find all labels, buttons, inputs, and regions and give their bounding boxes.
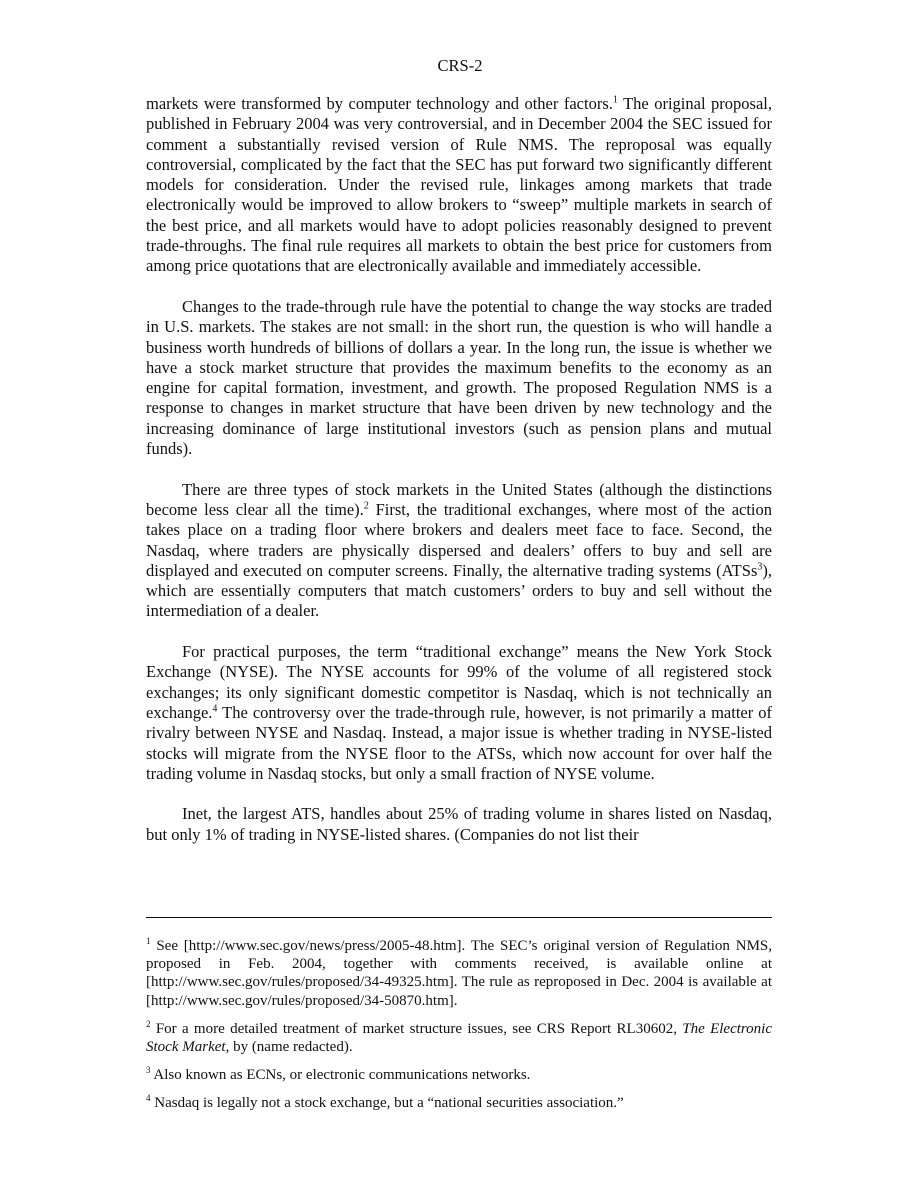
footnote-3 (146, 1066, 772, 1084)
footnote-1-text: See [http://www.sec.gov/news/press/2005-48.htm]. The SEC’s original version of Regulation NMS, proposed in Feb. 2004, together with comments received, is available online at [http://www.sec.gov/rules/proposed/34-49325.htm]. The rule as reproposed in Dec. 2004 is available at [http://www.sec.gov/rules/proposed/34-50870.htm]. (146, 938, 772, 1009)
paragraph-1-text-b: The original proposal, published in February 2004 was very controversial, and in December 2004 the SEC issued for comment a substantially revised version of Rule NMS. The reproposal was equally controversial, complicated by the fact that the SEC has put forward two significantly different models for consideration. Under the revised rule, linkages among markets that trade electronically would be improved to allow brokers to “sweep” multiple markets in search of the best price, and all markets would have to adopt policies reasonably designed to prevent trade-throughs. The final rule requires all markets to obtain the best price for customers from among price quotations that are electronically available and immediately accessible. (146, 94, 772, 276)
footnote-4-text: Nasdaq is legally not a stock exchange, but a “national securities association.” (150, 1095, 624, 1112)
paragraph-4 (146, 642, 772, 784)
footnote-2-report-title: The Electronic Stock Market (146, 1020, 772, 1056)
footnote-2 (146, 1020, 772, 1056)
footnotes-section (146, 937, 772, 1123)
paragraph-3-text-a: There are three types of stock markets in the United States (although the distinctions become less clear all the time). (146, 479, 772, 519)
footnote-ref-1: 1 (612, 94, 618, 106)
footnote-4 (146, 1094, 772, 1112)
footnote-1 (146, 937, 772, 1010)
paragraph-3-text-c: ), which are essentially computers that match customers’ orders to buy and sell without the intermediation of a dealer. (146, 560, 772, 621)
paragraph-4-text-a: For practical purposes, the term “traditional exchange” means the New York Stock Exchange (NYSE). The NYSE accounts for 99% of the volume of all registered stock exchanges; its only significant domestic competitor is Nasdaq, which is not technically an exchange. (146, 642, 772, 722)
footnote-divider (146, 917, 772, 918)
paragraph-5: Inet, the largest ATS, handles about 25% of trading volume in shares listed on Nasdaq, but only 1% of trading in NYSE-listed shares. (Companies do not list their (146, 804, 772, 844)
paragraph-4-text-b: The controversy over the trade-through rule, however, is not primarily a matter of rivalry between NYSE and Nasdaq. Instead, a major issue is whether trading in NYSE-listed stocks will migrate from the NYSE floor to the ATSs, which now account for over half the trading volume in Nasdaq stocks, but only a small fraction of NYSE volume. (146, 702, 772, 783)
paragraph-2: Changes to the trade-through rule have the potential to change the way stocks are traded in U.S. markets. The stakes are not small: in the short run, the question is who will handle a business worth hundreds of billions of dollars a year. In the long run, the issue is whether we have a stock market structure that provides the maximum benefits to the economy as an engine for capital formation, investment, and growth. The proposed Regulation NMS is a response to changes in market structure that have been driven by new technology and the increasing dominance of large institutional investors (such as pension plans and mutual funds). (146, 296, 772, 459)
footnote-ref-4: 4 (212, 703, 218, 715)
page-number-header: CRS-2 (437, 56, 483, 75)
paragraph-1 (146, 94, 772, 277)
footnote-1-number: 1 (146, 936, 151, 946)
paragraph-3-text-b: First, the traditional exchanges, where most of the action takes place on a trading floor where brokers and dealers meet face to face. Second, the Nasdaq, where traders are physically dispersed and dealers’ offers to buy and sell are displayed and executed on computer screens. Finally, the alternative trading systems (ATSs (146, 499, 773, 580)
footnote-3-text: Also known as ECNs, or electronic communications networks. (150, 1067, 531, 1084)
paragraph-3 (146, 480, 772, 622)
main-body-text (146, 94, 772, 865)
footnote-ref-3: 3 (757, 561, 763, 573)
paragraph-1-text-a: markets were transformed by computer technology and other factors. (146, 94, 613, 113)
footnote-ref-2: 2 (363, 500, 369, 512)
footnote-3-number: 3 (146, 1065, 151, 1076)
footnote-2-text-a: For a more detailed treatment of market structure issues, see CRS Report RL30602, (150, 1020, 683, 1037)
footnote-4-number: 4 (146, 1093, 151, 1104)
footnote-2-text-b: , by (name redacted). (225, 1039, 353, 1056)
footnote-2-number: 2 (146, 1018, 151, 1029)
